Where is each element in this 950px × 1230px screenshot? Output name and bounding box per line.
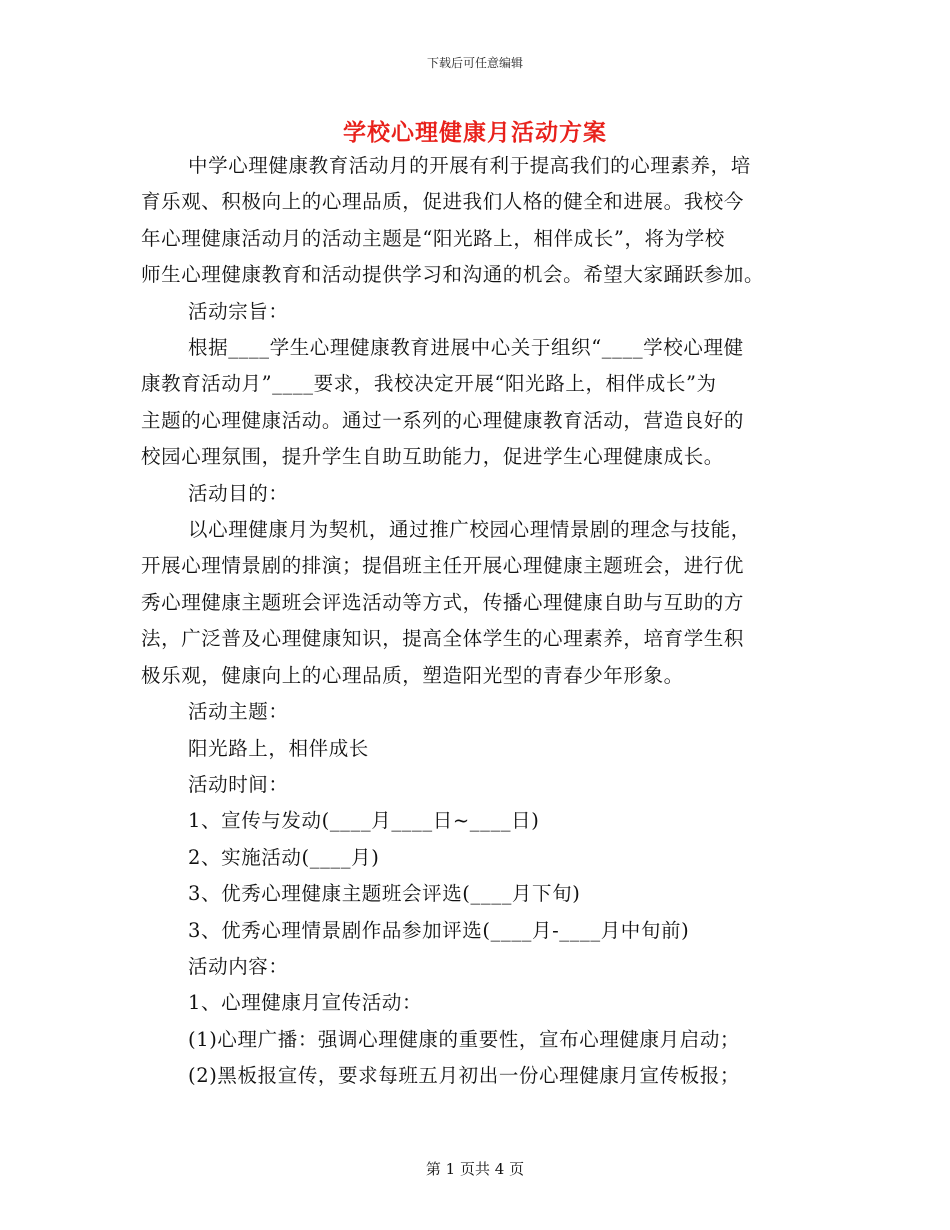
body-line: 1、宣传与发动(____月____日~____日) xyxy=(188,809,540,833)
body-line: 康教育活动月”____要求，我校决定开展“阳光路上，相伴成长”为 xyxy=(141,372,717,396)
body-line: 中学心理健康教育活动月的开展有利于提高我们的心理素养，培 xyxy=(188,154,751,177)
body-line: 师生心理健康教育和活动提供学习和沟通的机会。希望大家踊跃参加。 xyxy=(141,263,765,287)
body-line: 1、心理健康月宣传活动： xyxy=(188,991,423,1015)
body-line: 活动时间： xyxy=(188,772,289,796)
body-line: 活动内容： xyxy=(188,954,289,978)
body-line: 3、优秀心理情景剧作品参加评选(____月-____月中旬前) xyxy=(188,918,690,942)
body-line: 主题的心理健康活动。通过一系列的心理健康教育活动，营造良好的 xyxy=(141,408,745,432)
body-line: 校园心理氛围，提升学生自助互助能力，促进学生心理健康成长。 xyxy=(141,445,724,469)
header-note: 下载后可任意编辑 xyxy=(426,56,523,70)
body-line: 活动目的： xyxy=(188,481,289,505)
body-line: 阳光路上，相伴成长 xyxy=(188,736,369,760)
page-footer: 第 1 页共 4 页 xyxy=(425,1160,525,1178)
body-line: 根据____学生心理健康教育进展中心关于组织“____学校心理健 xyxy=(188,336,744,360)
body-line: 年心理健康活动月的活动主题是“阳光路上，相伴成长”，将为学校 xyxy=(141,226,725,250)
body-line: (2)黑板报宣传，要求每班五月初出一份心理健康月宣传板报； xyxy=(188,1064,741,1088)
body-line: 3、优秀心理健康主题班会评选(____月下旬) xyxy=(188,882,581,906)
body-line: 开展心理情景剧的排演；提倡班主任开展心理健康主题班会，进行优 xyxy=(141,554,745,578)
body-line: 法，广泛普及心理健康知识，提高全体学生的心理素养，培育学生积 xyxy=(141,627,745,651)
body-line: 秀心理健康主题班会评选活动等方式，传播心理健康自助与互助的方 xyxy=(141,590,745,614)
document-title: 学校心理健康月活动方案 xyxy=(343,119,607,146)
document-body xyxy=(141,148,811,1095)
body-line: 2、实施活动(____月) xyxy=(188,845,380,869)
body-line: 活动宗旨： xyxy=(188,299,289,323)
body-line: 活动主题： xyxy=(188,700,289,724)
body-line: (1)心理广播：强调心理健康的重要性，宣布心理健康月启动； xyxy=(188,1027,741,1051)
body-line: 以心理健康月为契机，通过推广校园心理情景剧的理念与技能， xyxy=(188,518,751,542)
body-line: 极乐观，健康向上的心理品质，塑造阳光型的青春少年形象。 xyxy=(141,663,684,687)
body-line: 育乐观、积极向上的心理品质，促进我们人格的健全和进展。我校今 xyxy=(141,190,745,214)
